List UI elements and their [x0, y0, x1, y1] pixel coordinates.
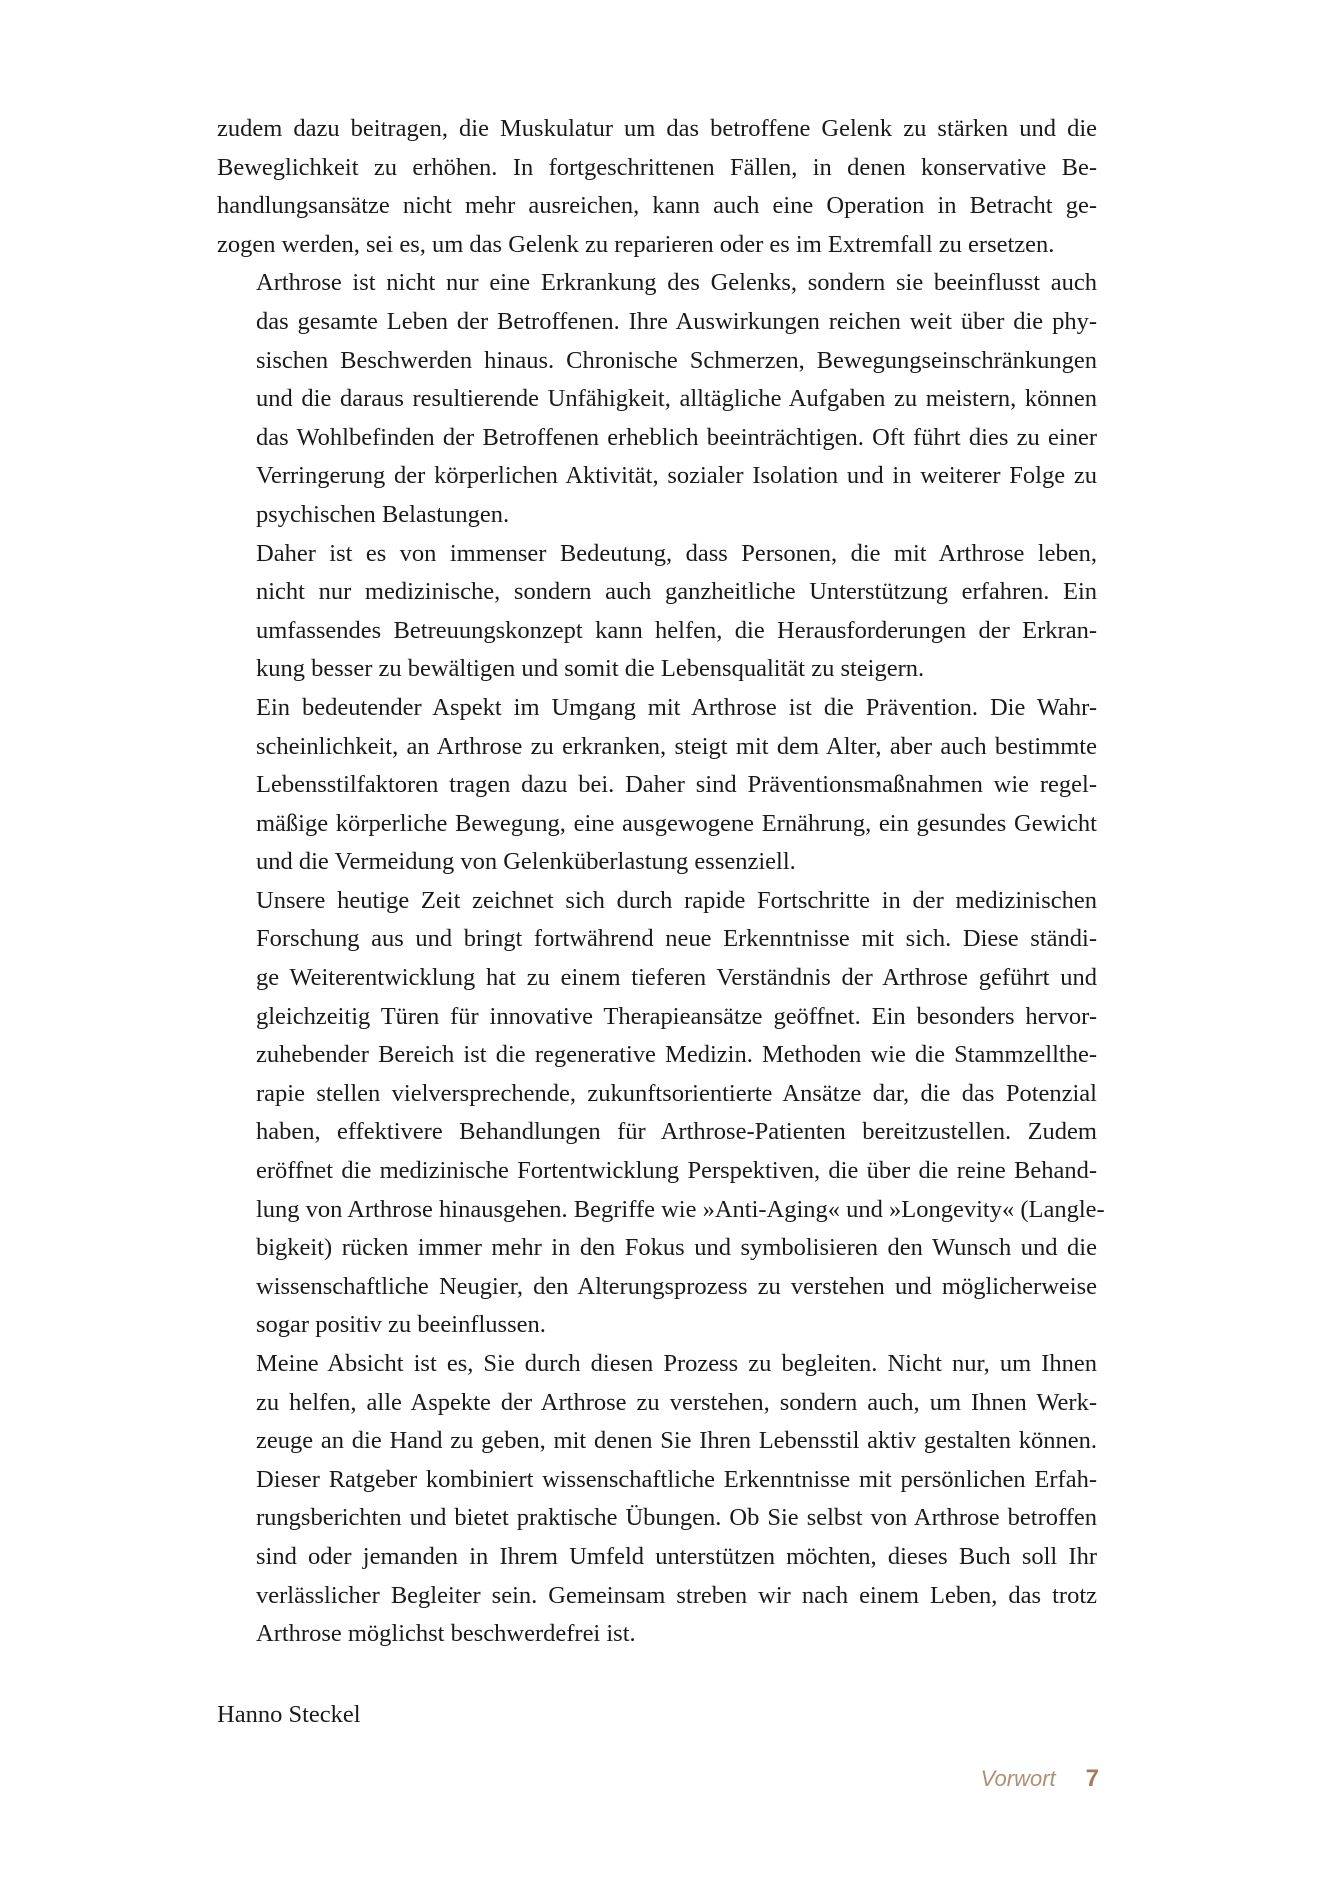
- text-line: ge Weiterentwicklung hat zu einem tieferen Verständnis der Arthrose geführt und: [256, 964, 1097, 992]
- text-line: mäßige körperliche Bewegung, eine ausgewogene Ernährung, ein gesundes Gewicht: [256, 809, 1097, 837]
- text-line: Arthrose ist nicht nur eine Erkrankung des Gelenks, sondern sie beeinflusst auch: [256, 269, 1097, 297]
- paragraph: [217, 535, 1097, 689]
- text-line: eröffnet die medizinische Fortentwicklung Perspektiven, die über die reine Behand-: [256, 1157, 1097, 1185]
- text-line: zu helfen, alle Aspekte der Arthrose zu verstehen, sondern auch, um Ihnen Werk-: [256, 1388, 1097, 1416]
- text-line: das gesamte Leben der Betroffenen. Ihre Auswirkungen reichen weit über die phy-: [256, 307, 1097, 335]
- text-line: und die daraus resultierende Unfähigkeit, alltägliche Aufgaben zu meistern, können: [256, 385, 1097, 413]
- text-line: bigkeit) rücken immer mehr in den Fokus und symbolisieren den Wunsch und die: [256, 1234, 1097, 1262]
- page-number: 7: [1085, 1765, 1099, 1792]
- text-line: Ein bedeutender Aspekt im Umgang mit Arthrose ist die Prävention. Die Wahr-: [256, 693, 1097, 721]
- text-line: Verringerung der körperlichen Aktivität, sozialer Isolation und in weiterer Folge zu: [256, 462, 1097, 490]
- text-line: sischen Beschwerden hinaus. Chronische Schmerzen, Bewegungseinschränkungen: [256, 346, 1097, 374]
- paragraph: [217, 110, 1097, 264]
- text-line: handlungsansätze nicht mehr ausreichen, kann auch eine Operation in Betracht ge-: [217, 192, 1097, 220]
- text-line: gleichzeitig Türen für innovative Therapieansätze geöffnet. Ein besonders hervor-: [256, 1002, 1097, 1030]
- paragraph: [217, 689, 1097, 882]
- text-line: Lebensstilfaktoren tragen dazu bei. Daher sind Präventionsmaßnahmen wie regel-: [256, 771, 1097, 799]
- text-line: Daher ist es von immenser Bedeutung, dass Personen, die mit Arthrose leben,: [256, 539, 1097, 567]
- text-line: nicht nur medizinische, sondern auch ganzheitliche Unterstützung erfahren. Ein: [256, 578, 1097, 606]
- paragraph: [217, 264, 1097, 534]
- text-line: rapie stellen vielversprechende, zukunftsorientierte Ansätze dar, die das Potenzial: [256, 1079, 1097, 1107]
- text-line: Beweglichkeit zu erhöhen. In fortgeschrittenen Fällen, in denen konservative Be-: [217, 153, 1097, 181]
- text-line: Meine Absicht ist es, Sie durch diesen Prozess zu begleiten. Nicht nur, um Ihnen: [256, 1350, 1097, 1377]
- text-line: Dieser Ratgeber kombiniert wissenschaftliche Erkenntnisse mit persönlichen Erfah-: [256, 1465, 1097, 1493]
- text-line: zogen werden, sei es, um das Gelenk zu reparieren oder es im Extremfall zu ersetzen.: [217, 230, 1055, 258]
- running-footer-section: Vorwort: [980, 1766, 1056, 1791]
- text-line: zuhebender Bereich ist die regenerative Medizin. Methoden wie die Stammzellthe-: [256, 1041, 1097, 1069]
- text-line: sind oder jemanden in Ihrem Umfeld unterstützen möchten, dieses Buch soll Ihr: [256, 1542, 1097, 1570]
- author-signature: Hanno Steckel: [217, 1701, 361, 1728]
- text-line: haben, effektivere Behandlungen für Arthrose-Patienten bereitzustellen. Zudem: [256, 1118, 1097, 1146]
- text-line: rungsberichten und bietet praktische Übungen. Ob Sie selbst von Arthrose betroffen: [256, 1504, 1097, 1532]
- text-line: lung von Arthrose hinausgehen. Begriffe wie »Anti-Aging« und »Longevity« (Langle-: [256, 1195, 1105, 1223]
- text-line: Forschung aus und bringt fortwährend neue Erkenntnisse mit sich. Diese ständi-: [256, 925, 1097, 953]
- text-line: und die Vermeidung von Gelenküberlastung essenziell.: [256, 848, 796, 876]
- text-line: kung besser zu bewältigen und somit die Lebensqualität zu steigern.: [256, 655, 925, 683]
- text-line: umfassendes Betreuungskonzept kann helfen, die Herausforderungen der Erkran-: [256, 616, 1097, 644]
- paragraph: [217, 1345, 1097, 1654]
- text-line: zudem dazu beitragen, die Muskulatur um das betroffene Gelenk zu stärken und die: [217, 115, 1097, 142]
- text-line: das Wohlbefinden der Betroffenen erheblich beeinträchtigen. Oft führt dies zu einer: [256, 423, 1097, 451]
- text-line: Unsere heutige Zeit zeichnet sich durch rapide Fortschritte in der medizinischen: [256, 886, 1097, 914]
- text-line: psychischen Belastungen.: [256, 500, 510, 528]
- text-line: scheinlichkeit, an Arthrose zu erkranken, steigt mit dem Alter, aber auch bestimmte: [256, 732, 1097, 760]
- text-line: verlässlicher Begleiter sein. Gemeinsam streben wir nach einem Leben, das trotz: [256, 1581, 1097, 1609]
- text-line: zeuge an die Hand zu geben, mit denen Sie Ihren Lebensstil aktiv gestalten können.: [256, 1427, 1097, 1455]
- body-text: [217, 110, 1105, 1654]
- paragraph: [217, 882, 1105, 1345]
- text-line: sogar positiv zu beeinflussen.: [256, 1311, 546, 1339]
- text-line: Arthrose möglichst beschwerdefrei ist.: [256, 1620, 636, 1648]
- text-line: wissenschaftliche Neugier, den Alterungsprozess zu verstehen und möglicherweise: [256, 1272, 1097, 1300]
- page-footer: [981, 1765, 1099, 1793]
